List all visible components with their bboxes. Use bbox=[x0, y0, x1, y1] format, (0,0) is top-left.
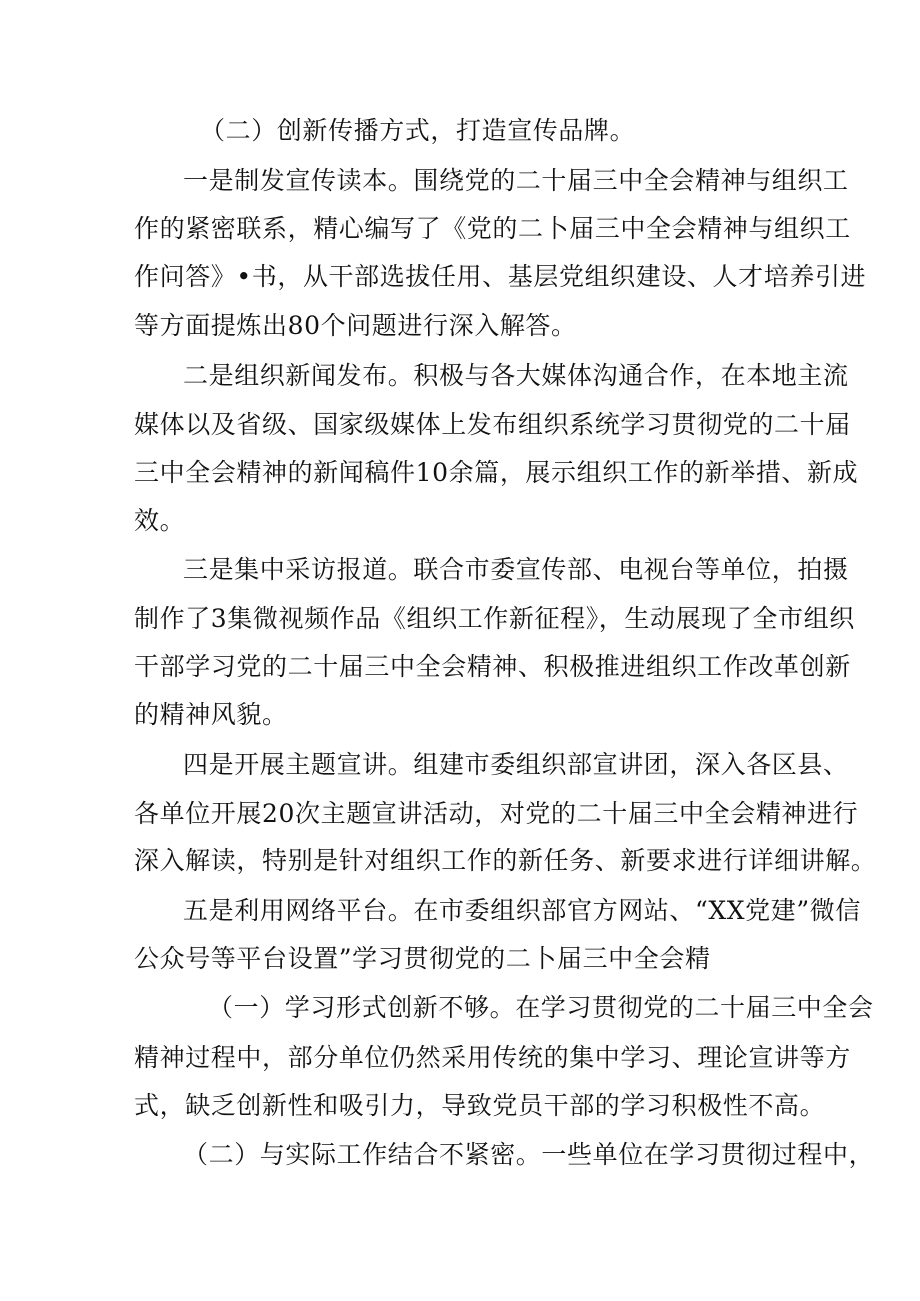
paragraph-line: 二是组织新闻发布。积极与各大媒体沟通合作，在本地主流 bbox=[183, 361, 849, 390]
paragraph-line: 深入解读，特别是针对组织工作的新任务、新要求进行详细讲解。 bbox=[134, 846, 877, 875]
paragraph-line: 四是开展主题宣讲。组建市委组织部宣讲团，深入各区县、 bbox=[183, 750, 849, 779]
paragraph-line: 干部学习党的二十届三中全会精神、积极推进组织工作改革创新 bbox=[134, 652, 851, 681]
paragraph-line: 制作了3集微视频作品《组织工作新征程》，生动展现了全市组织 bbox=[134, 604, 855, 633]
paragraph-line: 作的紧密联系，精心编写了《党的二卜届三中全会精神与组织工 bbox=[134, 214, 851, 243]
section-heading: （二）创新传播方式，打造宣传品牌。 bbox=[200, 116, 636, 145]
paragraph-line: 式，缺乏创新性和吸引力，导致党员干部的学习积极性不高。 bbox=[134, 1091, 826, 1120]
paragraph-line: 五是利用网络平台。在市委组织部官方网站、“XX党建”微信 bbox=[183, 896, 861, 925]
paragraph-line: 公众号等平台设置”学习贯彻党的二卜届三中全会精 bbox=[134, 944, 711, 973]
paragraph-line: （二）与实际工作结合不紧密。一些单位在学习贯彻过程中， bbox=[183, 1140, 875, 1169]
paragraph-line: 精神过程中，部分单位仍然采用传统的集中学习、理论宣讲等方 bbox=[134, 1043, 851, 1072]
paragraph-line: 效。 bbox=[134, 506, 186, 535]
paragraph-line: 的精神风貌。 bbox=[134, 700, 288, 729]
paragraph-line: 各单位开展20次主题宣讲活动，对党的二十届三中全会精神进行 bbox=[134, 799, 859, 828]
paragraph-line: 一是制发宣传读本。围绕党的二十届三中全会精神与组织工 bbox=[183, 166, 849, 195]
paragraph-line: 等方面提炼出80个问题进行深入解答。 bbox=[134, 311, 577, 340]
paragraph-line: 作问答》•书，从干部选拔任用、基层党组织建设、人才培养引进 bbox=[134, 262, 867, 291]
paragraph-line: （一）学习形式创新不够。在学习贯彻党的二十届三中全会 bbox=[208, 993, 874, 1022]
paragraph-line: 三是集中采访报道。联合市委宣传部、电视台等单位，拍摄 bbox=[183, 555, 849, 584]
paragraph-line: 媒体以及省级、国家级媒体上发布组织系统学习贯彻党的二十届 bbox=[134, 410, 851, 439]
paragraph-line: 三中全会精神的新闻稿件10余篇，展示组织工作的新举措、新成 bbox=[134, 458, 859, 487]
